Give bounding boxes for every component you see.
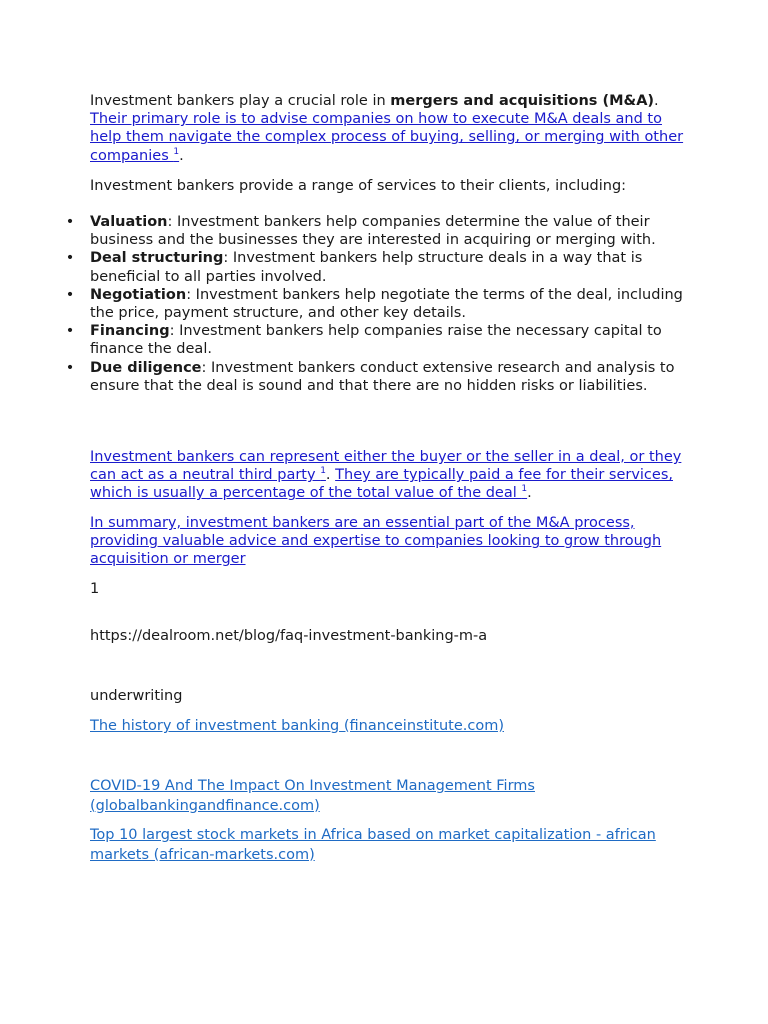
services-intro: Investment bankers provide a range of services to their clients, including: — [90, 178, 627, 194]
service-desc: : Investment bankers help negotiate the terms of the deal, including the price, payment structure, and other key details. — [90, 286, 683, 322]
intro-bold-term: mergers and acquisitions (M&A) — [390, 93, 655, 109]
footnote-number: 1 — [90, 581, 100, 597]
service-desc: : Investment bankers conduct extensive research and analysis to ensure that the deal is sound and that there are no hidden risks or liabilities. — [90, 359, 675, 394]
list-item — [65, 249, 690, 285]
footnote-ref: 1 — [173, 146, 180, 157]
intro-end: . — [179, 147, 184, 164]
reference-item — [90, 826, 690, 865]
intro-period: . — [654, 93, 659, 109]
bullet-glyph: • — [65, 323, 75, 340]
list-item — [65, 322, 690, 358]
services-list — [65, 213, 690, 395]
footnote-ref: 1 — [320, 466, 326, 477]
reference-link-globalbanking[interactable]: COVID-19 And The Impact On Investment Management Firms (globalbankingandfinance.com) — [90, 778, 535, 814]
bullet-glyph: • — [65, 214, 75, 230]
summary-link[interactable]: In summary, investment bankers are an essential part of the M&A process, providing valuable advice and expertise to companies looking to grow through acquisition or merger — [90, 515, 662, 568]
list-item — [65, 359, 690, 395]
bullet-glyph: • — [65, 359, 75, 376]
list-item — [65, 286, 690, 322]
service-term: Valuation — [90, 214, 168, 230]
list-item — [65, 213, 690, 249]
service-desc: : Investment bankers help structure deals in a way that is beneficial to all parties involved. — [90, 250, 643, 285]
service-desc: : Investment bankers help companies determine the value of their business and the businesses they are interested in acquiring or merging with. — [90, 214, 656, 249]
representation-link-text: Investment bankers can represent either the buyer or the seller in a deal, or they can act as a neutral third party — [90, 449, 682, 484]
footnote-url: https://dealroom.net/blog/faq-investment-banking-m-a — [90, 628, 488, 644]
representation-end: . — [527, 485, 532, 502]
footnote-ref: 1 — [521, 484, 528, 495]
service-term: Financing — [90, 323, 170, 340]
intro-paragraph — [90, 92, 690, 165]
service-desc: : Investment bankers help companies raise the necessary capital to finance the deal. — [90, 323, 662, 358]
service-term: Deal structuring — [90, 250, 224, 267]
reference-item — [90, 717, 690, 735]
note-word: underwriting — [90, 688, 183, 704]
intro-role-link-text: Their primary role is to advise companies on how to execute M&A deals and to help them navigate the complex process of buying, selling, or merging with other companies — [90, 111, 684, 164]
bullet-glyph: • — [65, 286, 75, 303]
reference-item — [90, 777, 690, 816]
fee-link-text: They are typically paid a fee for their services, which is usually a percentage of the total value of the deal — [90, 467, 673, 502]
representation-sep: . — [325, 467, 336, 484]
reference-link-african-markets[interactable]: Top 10 largest stock markets in Africa based on market capitalization - african markets (african-markets.com) — [90, 827, 656, 863]
bullet-glyph: • — [65, 250, 75, 267]
summary-paragraph — [90, 514, 690, 569]
service-term: Negotiation — [90, 286, 187, 303]
representation-paragraph — [90, 448, 690, 503]
reference-link-financeinstitute[interactable]: The history of investment banking (financeinstitute.com) — [90, 718, 504, 734]
intro-lead-text: Investment bankers play a crucial role in — [90, 93, 391, 109]
service-term: Due diligence — [90, 359, 202, 376]
